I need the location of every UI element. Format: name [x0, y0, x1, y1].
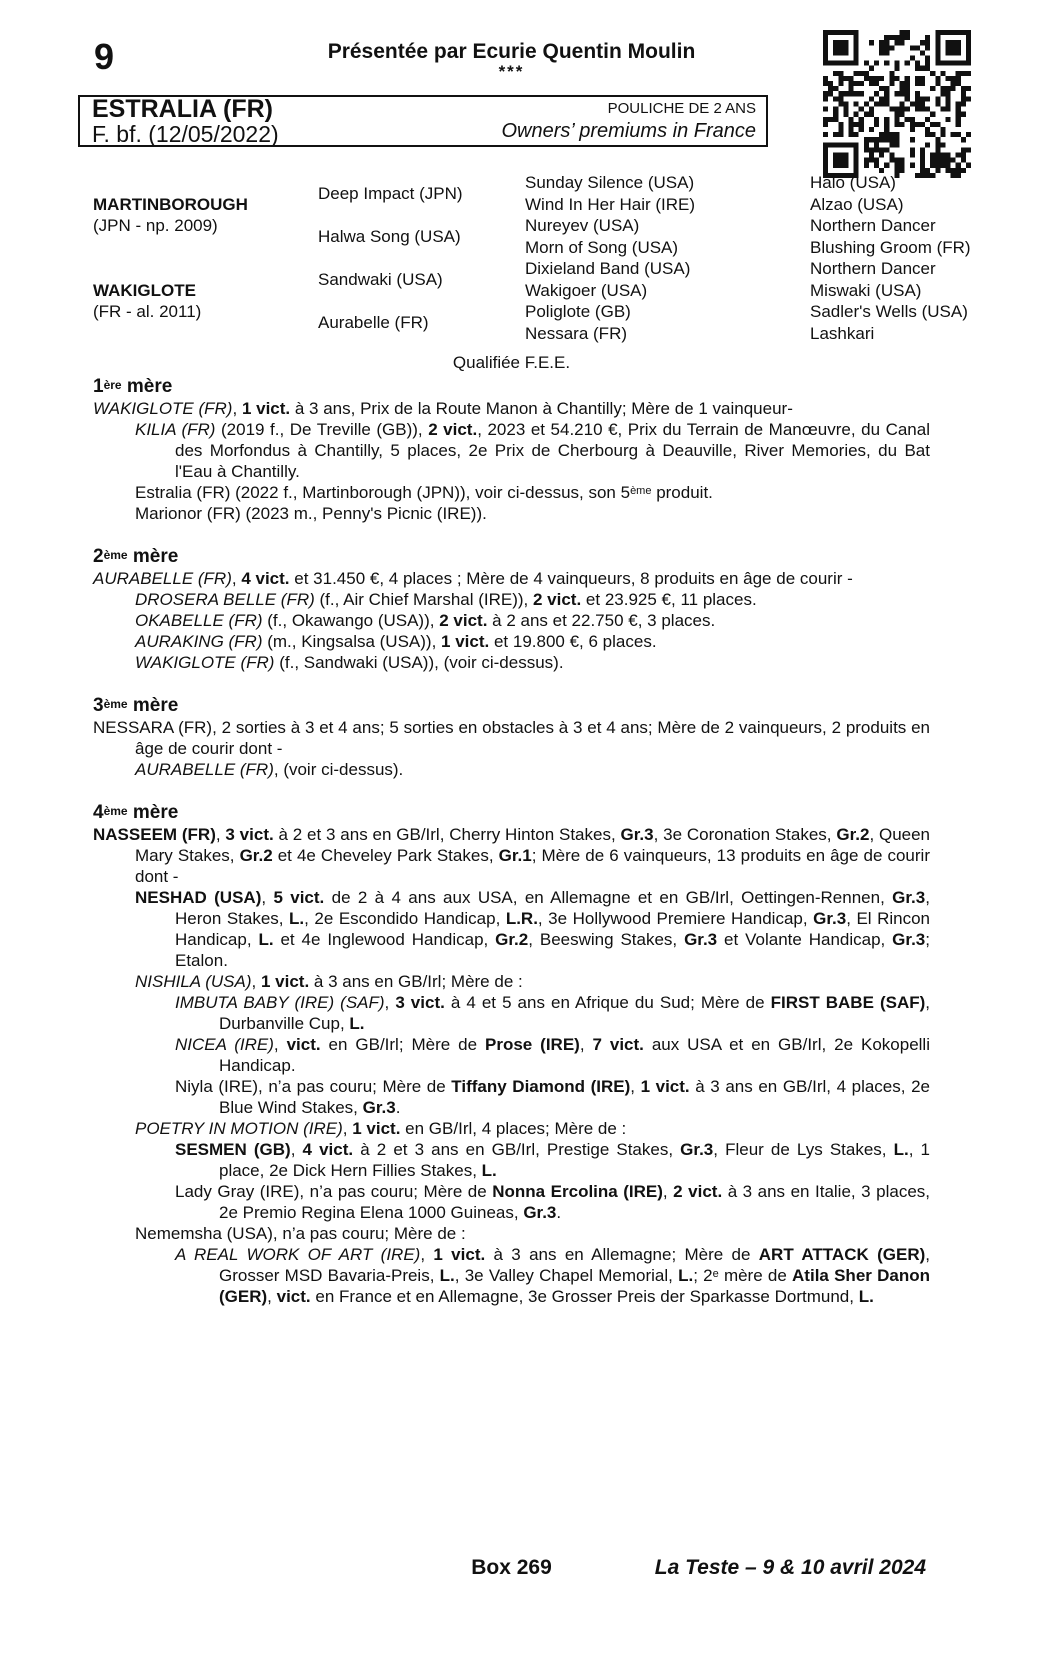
dam-header-word: mère: [127, 802, 179, 823]
text-segment: .: [395, 1098, 401, 1117]
pedigree-gen4-cell: Northern Dancer: [810, 259, 936, 278]
text-segment: à 2 et 3 ans en GB/Irl, Cherry Hinton Stakes,: [273, 825, 621, 844]
text-segment: ; Mère de 6 vainqueurs, 13 produits en âge de courir dont -: [135, 846, 930, 886]
text-segment: Gr.3: [362, 1098, 396, 1117]
text-segment: ,: [231, 569, 242, 588]
text-segment: et 4e Inglewood Handicap,: [273, 930, 496, 949]
dam-section: [93, 694, 930, 780]
catalog-paragraph: [93, 1139, 930, 1181]
pedigree-gen2-cell: Deep Impact (JPN): [318, 184, 463, 203]
text-segment: OKABELLE (FR): [135, 611, 263, 630]
text-segment: , Fleur de Lys Stakes,: [713, 1140, 894, 1159]
catalog-paragraph: [93, 1034, 930, 1076]
text-segment: (2019 f., De Treville (GB)),: [215, 420, 429, 439]
text-segment: aux USA et en GB/Irl, 2e Kokopelli Handicap.: [219, 1035, 930, 1075]
text-segment: Niyla (IRE), n’a pas couru; Mère de: [175, 1077, 452, 1096]
text-segment: à 3 ans en Allemagne; Mère de: [485, 1245, 759, 1264]
pedigree-dam-sire-cell: [93, 258, 318, 344]
horse-category: POULICHE DE 2 ANS: [607, 100, 756, 117]
catalog-paragraph: [93, 1223, 930, 1244]
text-segment: Gr.3: [680, 1140, 714, 1159]
text-segment: POETRY IN MOTION (IRE): [135, 1119, 343, 1138]
text-segment: ART ATTACK (GER): [758, 1245, 926, 1264]
horse-birth-info: F. bf. (12/05/2022): [92, 120, 279, 147]
text-segment: (m., Kingsalsa (USA)),: [262, 632, 442, 651]
text-segment: ,: [384, 993, 396, 1012]
text-segment: ,: [630, 1077, 641, 1096]
text-segment: NISHILA (USA): [135, 972, 252, 991]
text-segment: , 2023 et 54.210 €, Prix du Terrain de Manœuvre, du Canal des Morfondus à Chantilly, 5 places, 2e Prix de Cherbourg à Deauville, River Memories, du Bat l'Eau à Chantilly.: [175, 420, 930, 481]
text-segment: Atila Sher Danon (GER): [219, 1266, 930, 1306]
catalog-paragraph: [93, 398, 930, 419]
text-segment: , Heron Stakes,: [175, 888, 930, 928]
pedigree-gen4-cell: Lashkari: [810, 323, 875, 343]
text-segment: à 4 et 5 ans en Afrique du Sud; Mère de: [444, 993, 771, 1012]
text-segment: Nonna Ercolina (IRE): [492, 1182, 663, 1201]
text-segment: AURAKING (FR): [135, 632, 263, 651]
dam-header-number: 2: [93, 546, 104, 567]
dam-header-number: 4: [93, 802, 104, 823]
text-segment: mère de: [718, 1266, 793, 1285]
qualification-note: Qualifiée F.E.E.: [452, 353, 571, 372]
text-segment: A REAL WORK OF ART (IRE): [175, 1245, 421, 1264]
text-segment: 2 vict.: [533, 590, 582, 609]
text-segment: WAKIGLOTE (FR): [135, 653, 275, 672]
dam-section-header: [93, 801, 930, 824]
text-segment: L.: [349, 1014, 365, 1033]
text-segment: , 2e Escondido Handicap,: [304, 909, 506, 928]
text-segment: 1 vict.: [441, 632, 490, 651]
text-segment: L.: [258, 930, 274, 949]
dam-section: [93, 545, 930, 673]
pedigree-dam-sire-cell: [93, 172, 318, 258]
text-segment: à 2 et 3 ans en GB/Irl, Prestige Stakes,: [353, 1140, 681, 1159]
text-segment: ,: [261, 888, 274, 907]
text-segment: 4 vict.: [241, 569, 290, 588]
text-segment: Lady Gray (IRE), n’a pas couru; Mère de: [175, 1182, 493, 1201]
text-segment: (f., Okawango (USA)),: [262, 611, 440, 630]
text-segment: , Queen Mary Stakes,: [135, 825, 931, 865]
pedigree-gen3-cell: Nureyev (USA): [525, 216, 640, 235]
text-segment: ,: [420, 1245, 434, 1264]
catalog-paragraph: [93, 1244, 930, 1307]
text-segment: ème: [630, 485, 652, 497]
text-segment: AURABELLE (FR): [93, 569, 232, 588]
text-segment: , (voir ci-dessus).: [273, 760, 404, 779]
text-segment: ,: [215, 825, 226, 844]
text-segment: à 3 ans en Italie, 3 places, 2e Premio Regina Elena 1000 Guineas,: [219, 1182, 930, 1222]
pedigree-horse-detail: (FR - al. 2011): [93, 302, 202, 321]
pedigree-gen3-cell: Wind In Her Hair (IRE): [525, 194, 696, 214]
pedigree-gen3-cell: Morn of Song (USA): [525, 237, 679, 257]
text-segment: , Grosser MSD Bavaria-Preis,: [219, 1245, 930, 1285]
text-segment: 1 vict.: [640, 1077, 690, 1096]
catalog-paragraph: [93, 824, 930, 887]
dam-header-ordinal-suffix: ème: [103, 697, 128, 711]
text-segment: 2 vict.: [673, 1182, 723, 1201]
text-segment: 4 vict.: [302, 1140, 354, 1159]
text-segment: et 4e Cheveley Park Stakes,: [272, 846, 499, 865]
text-segment: à 3 ans en GB/Irl, 4 places, 2e Blue Wind Stakes,: [219, 1077, 930, 1117]
catalog-paragraph: [93, 971, 930, 992]
text-segment: 2 vict.: [439, 611, 488, 630]
text-segment: (f., Sandwaki (USA)), (voir ci-dessus).: [274, 653, 564, 672]
text-segment: à 2 ans et 22.750 €, 3 places.: [487, 611, 716, 630]
text-segment: 3 vict.: [395, 993, 445, 1012]
text-segment: 1 vict.: [260, 972, 310, 991]
text-segment: Gr.3: [892, 888, 926, 907]
text-segment: ,: [290, 1140, 303, 1159]
text-segment: Estralia (FR) (2022 f., Martinborough (JPN)), voir ci-dessus, son 5: [135, 483, 631, 502]
pedigree-gen4-cell: Alzao (USA): [810, 194, 904, 214]
pedigree-gen4-cell: Halo (USA): [810, 173, 896, 192]
text-segment: 2 vict.: [428, 420, 478, 439]
owners-premiums-note: Owners’ premiums in France: [501, 120, 756, 142]
text-segment: 7 vict.: [592, 1035, 644, 1054]
text-segment: ,: [267, 1287, 277, 1306]
text-segment: Gr.3: [813, 909, 847, 928]
text-segment: Gr.3: [620, 825, 654, 844]
text-segment: ,: [342, 1119, 353, 1138]
text-segment: DROSERA BELLE (FR): [135, 590, 315, 609]
catalog-number: 9: [94, 36, 116, 77]
text-segment: L.: [858, 1287, 874, 1306]
text-segment: Gr.1: [498, 846, 532, 865]
catalog-paragraph: [93, 503, 930, 524]
text-segment: à 3 ans en GB/Irl; Mère de :: [309, 972, 523, 991]
pedigree-horse-name: MARTINBOROUGH: [93, 195, 248, 214]
text-segment: (f., Air Chief Marshal (IRE)),: [314, 590, 533, 609]
text-segment: en France et en Allemagne, 3e Grosser Preis der Sparkasse Dortmund,: [310, 1287, 859, 1306]
text-segment: , 3e Coronation Stakes,: [653, 825, 837, 844]
text-segment: et 23.925 €, 11 places.: [581, 590, 757, 609]
text-segment: vict.: [286, 1035, 321, 1054]
text-segment: FIRST BABE (SAF): [770, 993, 926, 1012]
text-segment: AURABELLE (FR): [135, 760, 274, 779]
catalog-paragraph: [93, 759, 930, 780]
text-segment: NESSARA (FR), 2 sorties à 3 et 4 ans; 5 sorties en obstacles à 3 et 4 ans; Mère de 2 vainqueurs, 2 produits en âge de courir dont -: [93, 718, 930, 758]
text-segment: 1 vict.: [433, 1245, 486, 1264]
dam-header-number: 1: [93, 376, 104, 397]
text-segment: ; Etalon.: [175, 930, 930, 970]
text-segment: Gr.2: [239, 846, 273, 865]
text-segment: Gr.3: [523, 1203, 557, 1222]
text-segment: , El Rincon Handicap,: [175, 909, 931, 949]
text-segment: Marionor (FR) (2023 m., Penny's Picnic (IRE)).: [135, 504, 487, 523]
text-segment: en GB/Irl, 4 places; Mère de :: [400, 1119, 627, 1138]
qr-code-pattern: [823, 30, 971, 178]
dam-section: [93, 801, 930, 1307]
stars-separator: ***: [498, 62, 525, 81]
text-segment: SESMEN (GB): [175, 1140, 291, 1159]
catalog-paragraph: [93, 589, 930, 610]
presenter-title: Présentée par Ecurie Quentin Moulin: [327, 40, 696, 63]
text-segment: Gr.3: [684, 930, 718, 949]
dam-header-ordinal-suffix: ème: [103, 804, 128, 818]
catalog-paragraph: [93, 1181, 930, 1223]
pedigree-gen3-cell: Nessara (FR): [525, 323, 628, 343]
pedigree-horse-name: WAKIGLOTE: [93, 281, 196, 300]
catalog-paragraph: [93, 419, 930, 482]
catalog-paragraph: [93, 652, 930, 673]
text-segment: Gr.2: [836, 825, 870, 844]
horse-title-right: [501, 99, 756, 143]
pedigree-table: [93, 172, 970, 344]
text-segment: produit.: [651, 483, 713, 502]
text-segment: , Beeswing Stakes,: [528, 930, 685, 949]
text-segment: L.: [481, 1161, 497, 1180]
dam-section-header: [93, 545, 930, 568]
text-segment: , 3e Valley Chapel Memorial,: [454, 1266, 679, 1285]
horse-title-left: [92, 94, 279, 147]
text-segment: Gr.3: [892, 930, 926, 949]
text-segment: ,: [273, 1035, 287, 1054]
footer-sale-info: La Teste – 9 & 10 avril 2024: [654, 1556, 926, 1579]
horse-title-box: [78, 95, 768, 147]
text-segment: KILIA (FR): [135, 420, 216, 439]
text-segment: L.: [893, 1140, 909, 1159]
qr-code: [823, 30, 971, 178]
dam-header-word: mère: [127, 546, 179, 567]
catalog-text-block: [93, 352, 930, 1307]
catalog-paragraph: [93, 568, 930, 589]
text-segment: Prose (IRE): [484, 1035, 580, 1054]
pedigree-gen3-cell: Poliglote (GB): [525, 302, 631, 321]
dam-section-header: [93, 375, 930, 398]
text-segment: 1 vict.: [241, 399, 291, 418]
dam-section: [93, 375, 930, 524]
text-segment: L.R.: [505, 909, 538, 928]
text-segment: à 3 ans, Prix de la Route Manon à Chantilly; Mère de 1 vainqueur-: [290, 399, 793, 418]
text-segment: .: [556, 1203, 562, 1222]
text-segment: NASSEEM (FR): [93, 825, 216, 844]
text-segment: vict.: [276, 1287, 311, 1306]
text-segment: L.: [439, 1266, 455, 1285]
pedigree-gen4-cell: Blushing Groom (FR): [810, 237, 971, 257]
pedigree-horse-detail: (JPN - np. 2009): [93, 216, 218, 235]
text-segment: 5 vict.: [273, 888, 325, 907]
dam-section-header: [93, 694, 930, 717]
text-segment: en GB/Irl; Mère de: [320, 1035, 485, 1054]
dam-header-ordinal-suffix: ème: [103, 548, 128, 562]
catalog-paragraph: [93, 1118, 930, 1139]
text-segment: , Durbanville Cup,: [219, 993, 931, 1033]
text-segment: 3 vict.: [225, 825, 274, 844]
pedigree-gen2-cell: Halwa Song (USA): [318, 227, 461, 246]
pedigree-gen4-cell: Northern Dancer: [810, 216, 936, 235]
catalog-paragraph: [93, 717, 930, 759]
text-segment: e: [712, 1268, 719, 1280]
text-segment: IMBUTA BABY (IRE) (SAF): [175, 993, 385, 1012]
text-segment: Nememsha (USA), n’a pas couru; Mère de :: [135, 1224, 466, 1243]
dam-header-number: 3: [93, 695, 104, 716]
catalog-paragraph: [93, 887, 930, 971]
pedigree-gen2-cell: Aurabelle (FR): [318, 313, 429, 332]
text-segment: WAKIGLOTE (FR): [93, 399, 233, 418]
horse-name: ESTRALIA (FR): [92, 94, 273, 123]
pedigree-gen2-cell: Sandwaki (USA): [318, 270, 443, 289]
dam-header-word: mère: [121, 376, 173, 397]
text-segment: ,: [251, 972, 261, 991]
text-segment: Tiffany Diamond (IRE): [451, 1077, 631, 1096]
catalog-paragraph: [93, 482, 930, 503]
dam-header-ordinal-suffix: ère: [103, 378, 122, 392]
footer-box-number: Box 269: [471, 1556, 552, 1579]
text-segment: L.: [678, 1266, 694, 1285]
text-segment: et Volante Handicap,: [717, 930, 893, 949]
text-segment: ,: [232, 399, 242, 418]
catalog-paragraph: [93, 992, 930, 1034]
text-segment: NICEA (IRE): [175, 1035, 274, 1054]
text-segment: , 1 place, 2e Dick Hern Fillies Stakes,: [219, 1140, 931, 1180]
text-segment: ; 2: [693, 1266, 713, 1285]
text-segment: et 31.450 €, 4 places ; Mère de 4 vainqueurs, 8 produits en âge de courir -: [289, 569, 853, 588]
dam-header-word: mère: [127, 695, 179, 716]
text-segment: 1 vict.: [352, 1119, 401, 1138]
pedigree-gen3-cell: Wakigoer (USA): [525, 280, 648, 300]
text-segment: NESHAD (USA): [135, 888, 262, 907]
catalog-paragraph: [93, 631, 930, 652]
catalog-paragraph: [93, 610, 930, 631]
pedigree-gen3-cell: Sunday Silence (USA): [525, 173, 695, 192]
text-segment: et 19.800 €, 6 places.: [489, 632, 657, 651]
text-segment: Gr.2: [495, 930, 529, 949]
text-segment: de 2 à 4 ans aux USA, en Allemagne et en GB/Irl, Oettingen-Rennen,: [324, 888, 893, 907]
catalog-paragraph: [93, 1076, 930, 1118]
page-footer: [93, 1556, 930, 1584]
pedigree-gen3-cell: Dixieland Band (USA): [525, 259, 691, 278]
text-segment: ,: [579, 1035, 593, 1054]
text-segment: L.: [289, 909, 305, 928]
pedigree-gen4-cell: Sadler's Wells (USA): [810, 302, 968, 321]
text-segment: , 3e Hollywood Premiere Handicap,: [537, 909, 814, 928]
text-segment: ,: [662, 1182, 674, 1201]
dam-line-sections: [93, 375, 930, 1307]
pedigree-gen4-cell: Miswaki (USA): [810, 280, 922, 300]
